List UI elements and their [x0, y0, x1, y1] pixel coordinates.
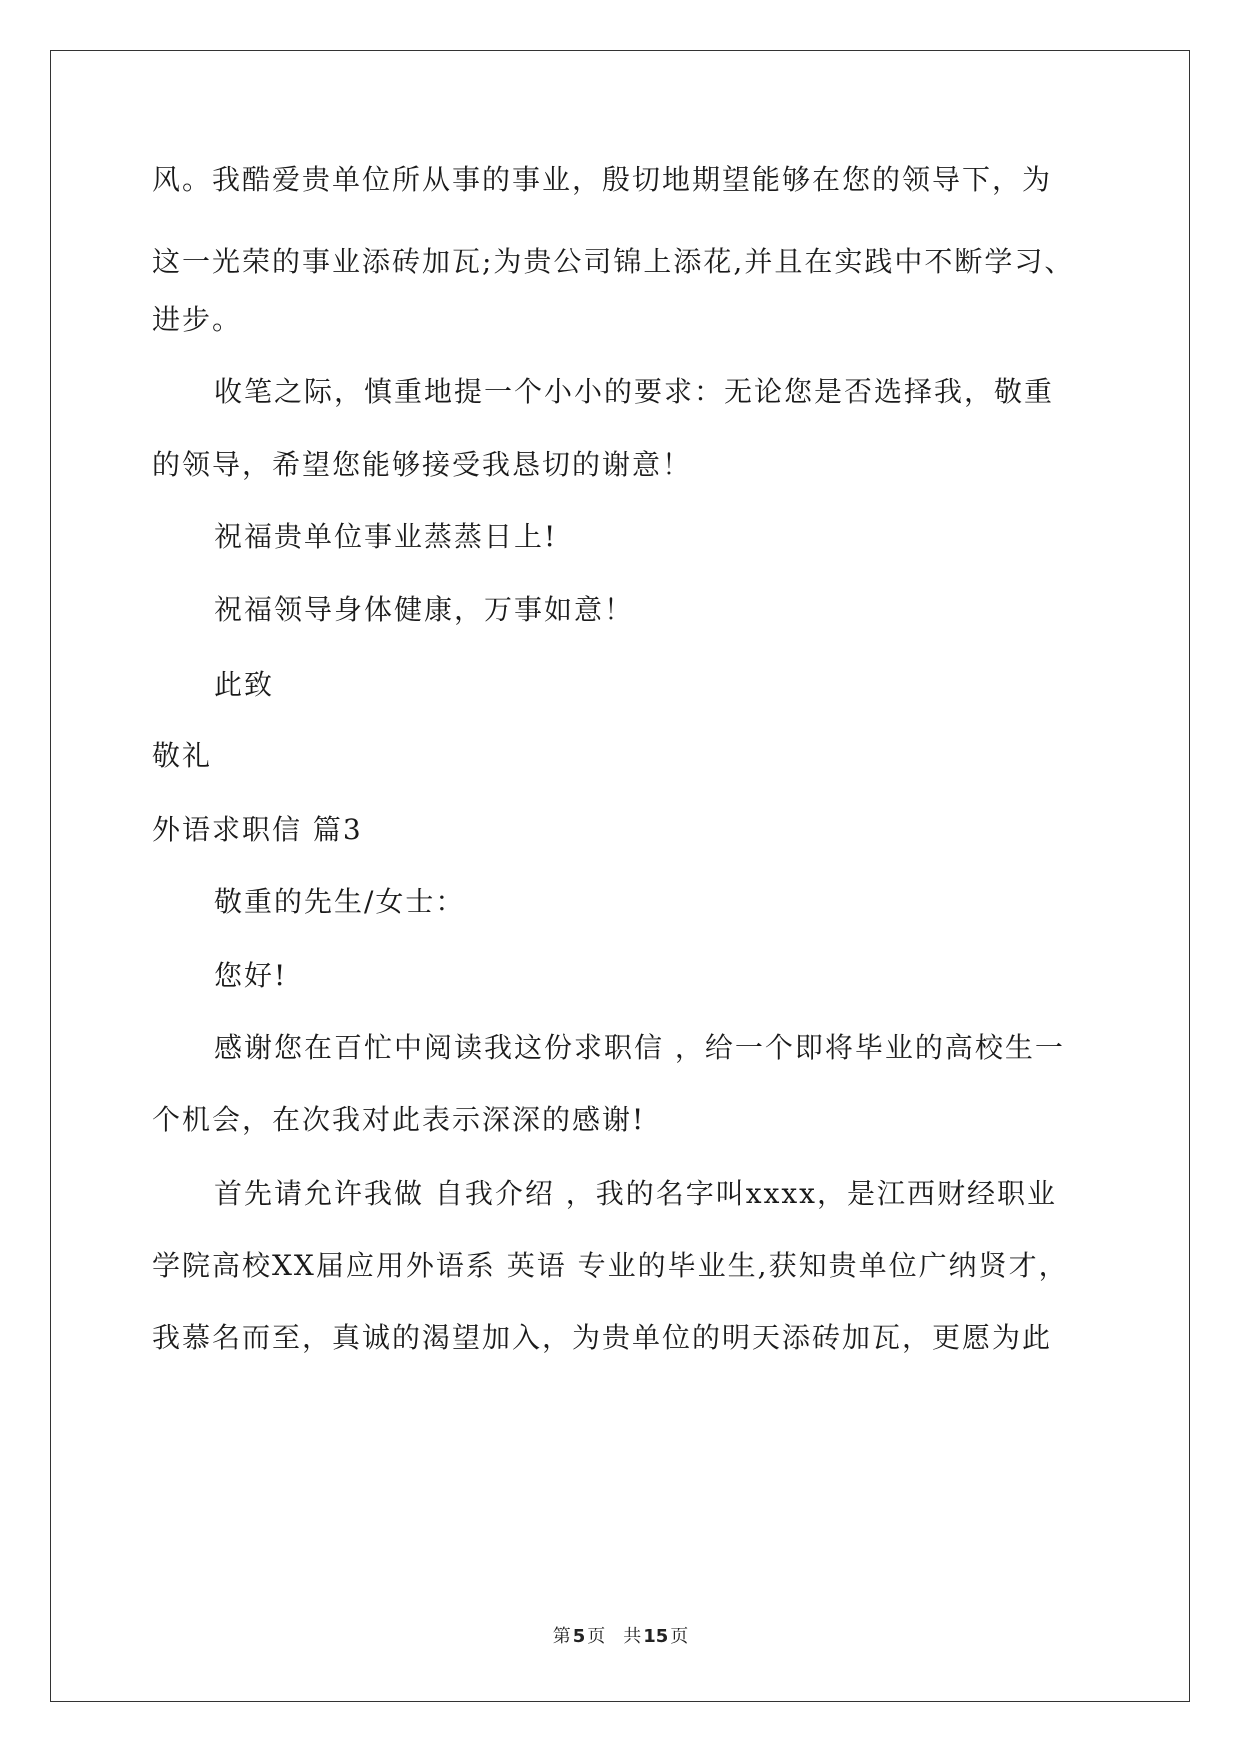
- text-line: 首先请允许我做 自我介绍 ，我的名字叫xxxx，是江西财经职业: [214, 1177, 1057, 1210]
- closing-regards: 敬礼: [152, 739, 213, 772]
- closing-salutation: 此致: [214, 668, 275, 701]
- text-line: 个机会，在次我对此表示深深的感谢!: [152, 1103, 646, 1136]
- page-border: [50, 50, 1190, 1702]
- text-line: 收笔之际，慎重地提一个小小的要求：无论您是否选择我，敬重: [214, 375, 1055, 408]
- total-suffix: 页: [670, 1626, 689, 1647]
- page-footer: [0, 1622, 1241, 1648]
- text-line: 这一光荣的事业添砖加瓦;为贵公司锦上添花,并且在实践中不断学习、: [152, 245, 1075, 278]
- greeting: 敬重的先生/女士：: [214, 885, 466, 918]
- page-prefix: 第: [552, 1626, 571, 1647]
- text-line: 进步。: [152, 303, 243, 336]
- total-pages: 15: [643, 1626, 669, 1647]
- text-line: 祝福领导身体健康，万事如意！: [214, 593, 635, 626]
- text-line: 感谢您在百忙中阅读我这份求职信 ，给一个即将毕业的高校生一: [214, 1031, 1065, 1064]
- page-suffix: 页: [587, 1626, 606, 1647]
- text-line: 祝福贵单位事业蒸蒸日上!: [214, 520, 558, 553]
- total-prefix: 共: [623, 1626, 642, 1647]
- text-line: 风。我酷爱贵单位所从事的事业，殷切地期望能够在您的领导下，为: [152, 163, 1053, 196]
- text-line: 的领导，希望您能够接受我恳切的谢意！: [152, 448, 693, 481]
- section-heading: 外语求职信 篇3: [152, 813, 363, 846]
- greeting-hello: 您好!: [214, 959, 288, 992]
- page-number: 5: [572, 1626, 586, 1647]
- text-line: 我慕名而至，真诚的渴望加入，为贵单位的明天添砖加瓦，更愿为此: [152, 1321, 1053, 1354]
- text-line: 学院高校XX届应用外语系 英语 专业的毕业生,获知贵单位广纳贤才，: [152, 1249, 1069, 1282]
